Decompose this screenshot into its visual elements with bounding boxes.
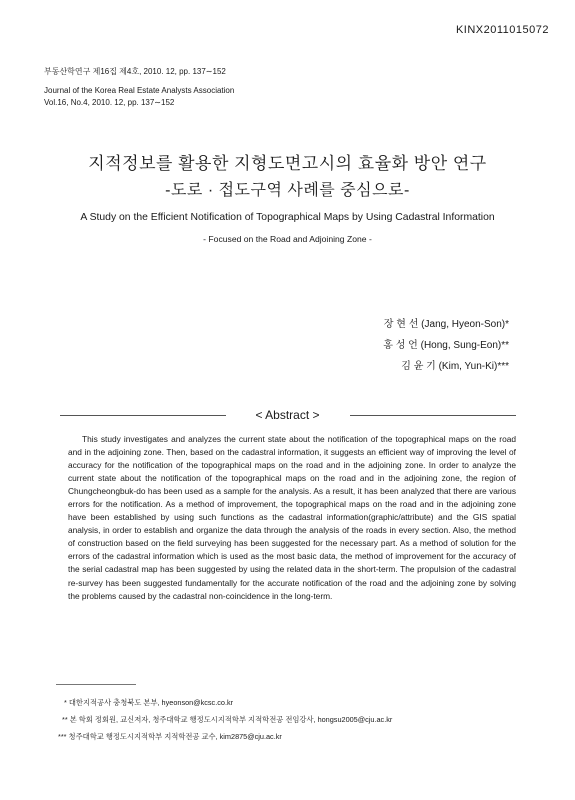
subtitle-en: - Focused on the Road and Adjoining Zone - xyxy=(203,234,372,244)
journal-citation-en: Vol.16, No.4, 2010. 12, pp. 137∼152 xyxy=(44,98,175,107)
footnote-1: * 대한지적공사 충청북도 본부, hyeonson@kcsc.co.kr xyxy=(64,698,234,707)
footnote-divider xyxy=(56,684,136,685)
footnote-3: *** 청주대학교 행정도시지적학부 지적학전공 교수, kim2875@cju.ac.kr xyxy=(58,732,282,741)
subtitle-ko: -도로 · 접도구역 사례를 중심으로- xyxy=(165,182,410,199)
title-en: A Study on the Efficient Notification of Topographical Maps by Using Cadastral Information xyxy=(80,212,495,223)
footnote-2: ** 본 학회 정회원, 교신저자, 청주대학교 행정도시지적학부 지적학전공 전임강사, hongsu2005@cju.ac.kr xyxy=(62,715,393,724)
author-3: 김 윤 기 (Kim, Yun-Ki)*** xyxy=(401,361,509,372)
author-1: 장 현 선 (Jang, Hyeon-Son)* xyxy=(383,319,509,330)
abstract-rule-right xyxy=(350,415,516,416)
abstract-heading: < Abstract > xyxy=(255,408,320,422)
abstract-body: This study investigates and analyzes the current state about the notification of the topographical maps on the road and in the adjoining zone. Then, based on the cadastral information, it suggests an efficient way of improving the level of accuracy for the notification of the topographical maps on the road and in the adjoining zone. In order to analyze the current state about the notification of the topographical maps on the road and in the adjoining zone, the region of Chungcheongbuk-do has been used as a sample for the analysis. As a result, it has been analyzed that there are various errors for the notification. As a method of improvement, the topographical maps on the road and in the adjoining zone have been established by using such functions as the cadastral information(graphic/attribute) and the GIS spatial analysis, in order to establish and organize the data through the analysis of the roads in every section. Also, the method of construction based on the field surveying has been suggested for the necessary part. As a method of solution for the errors of the cadastral information which is used as the most basic data, the method of improvement for the accuracy of the serial cadastral map has been suggested by using the related data in the short-term. The propulsion of the cadastral re-survey has been suggested fundamentally for the accurate notification of the road and the adjoining zone by solving the problems caused by the cadastral non-coincidence in the long-term. xyxy=(68,434,516,601)
journal-name-en: Journal of the Korea Real Estate Analysts Association xyxy=(44,86,235,95)
document-id: KINX2011015072 xyxy=(455,24,549,36)
title-ko: 지적정보를 활용한 지형도면고시의 효율화 방안 연구 xyxy=(88,154,487,173)
journal-citation-ko: 부동산학연구 제16집 제4호, 2010. 12, pp. 137∼152 xyxy=(44,67,226,76)
author-2: 홍 성 언 (Hong, Sung-Eon)** xyxy=(383,340,509,351)
